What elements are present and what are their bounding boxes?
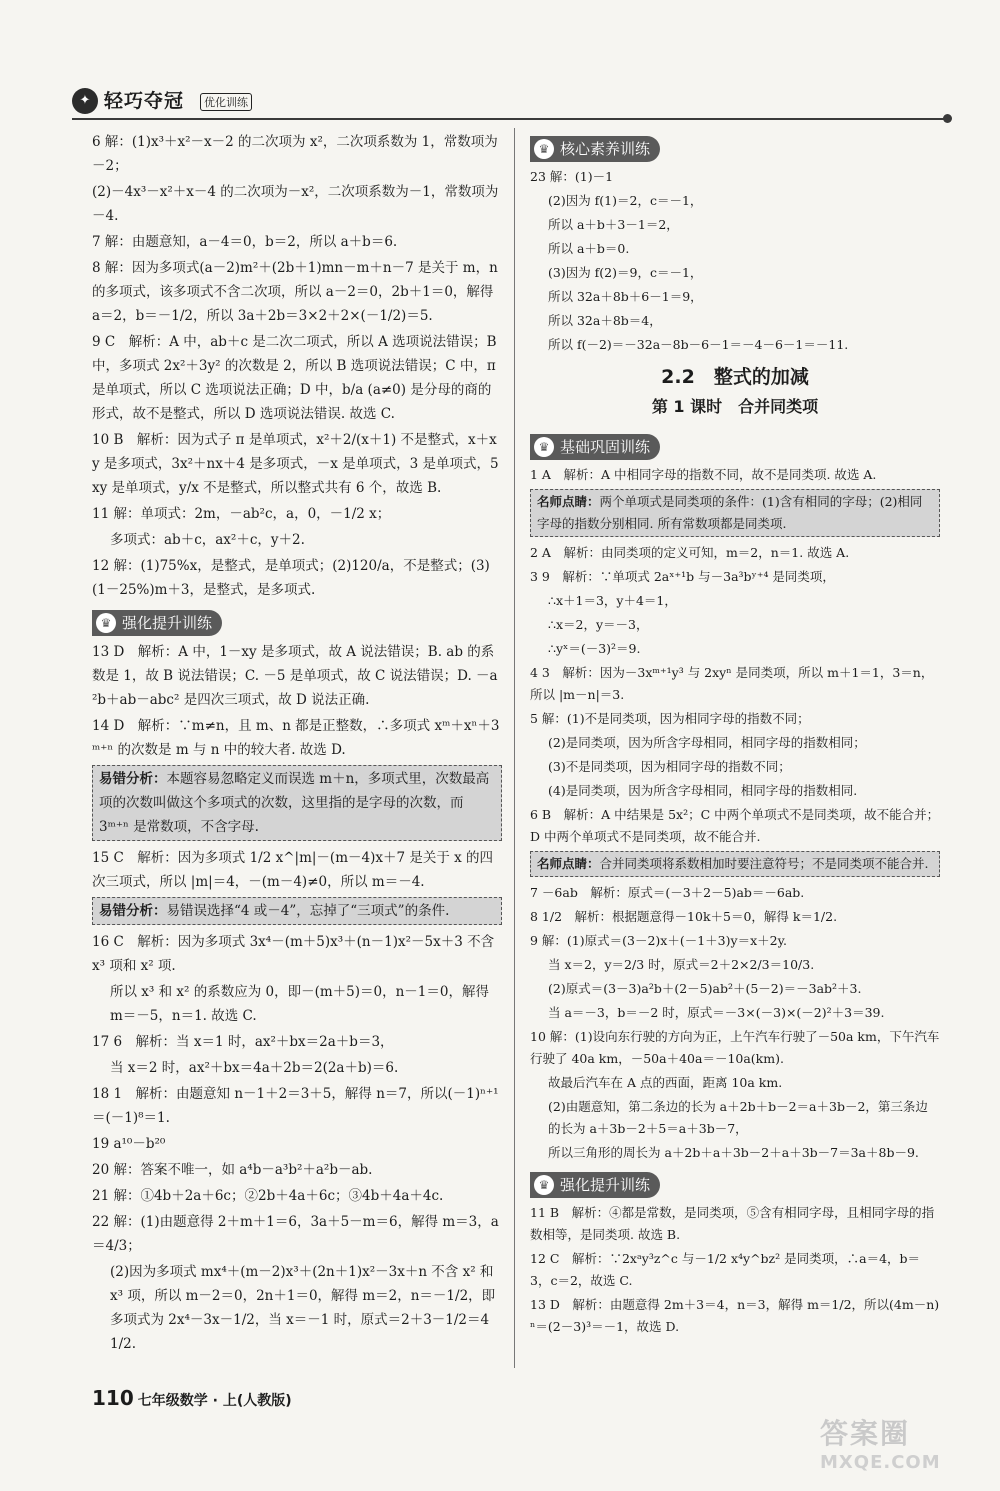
note-label: 易错分析： bbox=[99, 903, 167, 919]
page-footer bbox=[92, 1386, 292, 1410]
answer-19: 19 a¹⁰－b²⁰ bbox=[92, 1136, 166, 1152]
answer-13: 13 D 解析：A 中，1－xy 是多项式，故 A 说法错误；B. ab 的系数是 1，故 B 说法错误；C. －5 是单项式，故 C 说法错误；D. －a²b＋ab－abc² 是四次三项式，故 D 说法正确. bbox=[92, 644, 498, 708]
answer-r6: 6 B 解析：A 中结果是 5x²；C 中两个单项式不是同类项，故不能合并；D 中两个单项式不是同类项，故不能合并. bbox=[530, 807, 940, 844]
answer-r5a: 5 解：(1)不是同类项，因为相同字母的指数不同； bbox=[530, 711, 810, 726]
answer-17b: 当 x＝2 时，ax²＋bx＝4a＋2b＝2(2a＋b)＝6. bbox=[110, 1060, 399, 1076]
answer-14: 14 D 解析：∵m≠n，且 m、n 都是正整数，∴多项式 xᵐ＋xⁿ＋3ᵐ⁺ⁿ 的次数是 m 与 n 中的较大者. 故选 D. bbox=[92, 718, 500, 758]
footer-book-title: 七年级数学 · 上(人教版) bbox=[137, 1393, 292, 1409]
answer-10: 10 B 解析：因为式子 π 是单项式，x²＋2/(x＋1) 不是整式，x＋xy 是多项式，3x²＋nx＋4 是多项式，－x 是单项式，3 是单项式，5xy 是单项式，y/x 不是整式，所以整式共有 6 个，故选 B. bbox=[92, 432, 499, 496]
crown-icon: ♛ bbox=[534, 139, 554, 159]
right-column bbox=[530, 130, 940, 1340]
note-text: 本题容易忽略定义而误选 m＋n，多项式里，次数最高项的次数叫做这个多项式的次数，这里指的是字母的次数，而 3ᵐ⁺ⁿ 是常数项，不含字母. bbox=[99, 771, 490, 835]
answer-6b: (2)－4x³－x²＋x－4 的二次项为－x²，二次项系数为－1，常数项为－4. bbox=[92, 184, 499, 224]
answer-r10b: 故最后汽车在 A 点的西面，距离 10a km. bbox=[548, 1075, 783, 1090]
answer-r3a: 3 9 解析：∵单项式 2aˣ⁺¹b 与－3a³bʸ⁺⁴ 是同类项， bbox=[530, 569, 835, 584]
answer-18: 18 1 解析：由题意知 n－1＋2＝3＋5，解得 n＝7，所以(－1)ⁿ⁺¹＝(－1)⁸＝1. bbox=[92, 1086, 499, 1126]
section-core-header bbox=[530, 136, 660, 162]
answer-r9b: 当 x＝2，y＝2/3 时，原式＝2＋2×2/3＝10/3. bbox=[548, 957, 815, 972]
answer-r9d: 当 a＝－3，b＝－2 时，原式＝－3×(－3)×(－2)²＋3＝39. bbox=[548, 1005, 885, 1020]
section-title: 基础巩固训练 bbox=[560, 438, 651, 456]
answer-22b: (2)因为多项式 mx⁴＋(m－2)x³＋(2n＋1)x²－3x＋n 不含 x² 和 x³ 项，所以 m－2＝0，2n＋1＝0，解得 m＝2，n＝－1/2，即多项式为 2x⁴－3x－1/2，当 x＝－1 时，原式＝2＋3－1/2＝4 1/2. bbox=[110, 1264, 498, 1352]
header-rule-dot bbox=[943, 114, 952, 123]
answer-11a: 11 解：单项式：2m，－ab²c，a，0，－1/2 x； bbox=[92, 506, 391, 522]
lesson-title: 第 1 课时 合并同类项 bbox=[651, 397, 819, 416]
note-label: 名师点睛： bbox=[537, 856, 600, 871]
answer-r11: 11 B 解析：④都是常数，是同类项，⑤含有相同字母，且相同字母的指数相等，是同类项. 故选 B. bbox=[530, 1205, 935, 1242]
answer-r9c: (2)原式＝(3－3)a²b＋(2－5)ab²＋(5－2)＝－3ab²＋3. bbox=[548, 981, 862, 996]
answer-r2: 2 A 解析：由同类项的定义可知，m＝2，n＝1. 故选 A. bbox=[530, 545, 850, 560]
answer-23-1: 23 解：(1)－1 bbox=[530, 169, 614, 184]
answer-15: 15 C 解析：因为多项式 1/2 x^|m|－(m－4)x＋7 是关于 x 的四次三项式，所以 |m|＝4，－(m－4)≠0，所以 m＝－4. bbox=[92, 850, 494, 890]
answer-23-5: (3)因为 f(2)＝9，c＝－1， bbox=[548, 265, 703, 280]
answer-r9a: 9 解：(1)原式＝(3－2)x＋(－1＋3)y＝x＋2y. bbox=[530, 933, 787, 948]
answer-8: 8 解：因为多项式(a－2)m²＋(2b＋1)mn－m＋n－7 是关于 m，n 的多项式，该多项式不含二次项，所以 a－2＝0，2b＋1＝0，解得 a＝2，b＝－1/2，所以 3a＋2b＝3×2＋2×(－1/2)＝5. bbox=[92, 260, 503, 324]
answer-r3d: ∴yˣ＝(－3)²＝9. bbox=[548, 641, 641, 656]
section-basic-header bbox=[530, 434, 660, 460]
note-text: 易错误选择“4 或－4”，忘掉了“三项式”的条件. bbox=[166, 903, 450, 919]
answer-12: 12 解：(1)75%x，是整式，是单项式；(2)120/a，不是整式；(3)(1－25%)m＋3，是整式，是多项式. bbox=[92, 558, 490, 598]
section-title: 核心素养训练 bbox=[560, 140, 651, 158]
brand-subtitle: 优化训练 bbox=[200, 93, 252, 111]
page-number: 110 bbox=[92, 1386, 134, 1410]
crown-icon: ♛ bbox=[534, 437, 554, 457]
answer-22a: 22 解：(1)由题意得 2＋m＋1＝6，3a＋5－m＝6，解得 m＝3，a＝4/3； bbox=[92, 1214, 499, 1254]
answer-20: 20 解：答案不唯一，如 a⁴b－a³b²＋a²b－ab. bbox=[92, 1162, 373, 1178]
answer-23-4: 所以 a＋b＝0. bbox=[548, 241, 630, 256]
brand-name: 轻巧夺冠 bbox=[104, 90, 185, 112]
answer-7: 7 解：由题意知，a－4＝0，b＝2，所以 a＋b＝6. bbox=[92, 234, 398, 250]
section-strengthen-header-right bbox=[530, 1172, 660, 1198]
answer-r5b: (2)是同类项，因为所含字母相同，相同字母的指数相同； bbox=[548, 735, 866, 750]
answer-r3b: ∴x＋1＝3，y＋4＝1， bbox=[548, 593, 677, 608]
answer-r4: 4 3 解析：因为－3xᵐ⁺¹y³ 与 2xyⁿ 是同类项，所以 m＋1＝1，3＝n，所以 |m－n|＝3. bbox=[530, 665, 934, 702]
section-title-2-2: 2.2 整式的加减 bbox=[661, 366, 809, 388]
note-text: 合并同类项将系数相加时要注意符号；不是同类项不能合并. bbox=[599, 856, 929, 871]
column-divider bbox=[514, 128, 515, 1368]
answer-r12: 12 C 解析：∵2xᵃy³z^c 与－1/2 x⁴y^bz² 是同类项，∴a＝4，b＝3，c＝2，故选 C. bbox=[530, 1251, 921, 1288]
answer-r5d: (4)是同类项，因为所含字母相同，相同字母的指数相同. bbox=[548, 783, 858, 798]
teacher-tip-note-6 bbox=[530, 851, 940, 877]
note-label: 名师点睛： bbox=[537, 494, 600, 509]
header-rule bbox=[72, 118, 944, 120]
answer-17a: 17 6 解析：当 x＝1 时，ax²＋bx＝2a＋b＝3， bbox=[92, 1034, 394, 1050]
note-text: 两个单项式是同类项的条件：(1)含有相同的字母；(2)相同字母的指数分别相同. 所有常数项都是同类项. bbox=[537, 494, 923, 531]
answer-r3c: ∴x＝2，y＝－3， bbox=[548, 617, 649, 632]
answer-23-8: 所以 f(－2)＝－32a－8b－6－1＝－4－6－1＝－11. bbox=[548, 337, 849, 352]
brand-logo-icon: ✦ bbox=[72, 88, 98, 114]
answer-r1: 1 A 解析：A 中相同字母的指数不同，故不是同类项. 故选 A. bbox=[530, 467, 877, 482]
teacher-tip-note-1 bbox=[530, 489, 940, 537]
answer-6a: 6 解：(1)x³＋x²－x－2 的二次项为 x²，二次项系数为 1，常数项为－2； bbox=[92, 134, 498, 174]
answer-23-2: (2)因为 f(1)＝2，c＝－1， bbox=[548, 193, 703, 208]
crown-icon: ♛ bbox=[534, 1175, 554, 1195]
error-analysis-note-15 bbox=[92, 897, 502, 925]
answer-r10a: 10 解：(1)设向东行驶的方向为正，上午汽车行驶了－50a km，下午汽车行驶了 40a km，－50a＋40a＝－10a(km). bbox=[530, 1029, 940, 1066]
answer-r8: 8 1/2 解析：根据题意得－10k＋5＝0，解得 k＝1/2. bbox=[530, 909, 838, 924]
crown-icon: ♛ bbox=[96, 613, 116, 633]
answer-21: 21 解：①4b＋2a＋6c；②2b＋4a＋6c；③4b＋4a＋4c. bbox=[92, 1188, 444, 1204]
answer-r10d: 所以三角形的周长为 a＋2b＋a＋3b－2＋a＋3b－7＝3a＋8b－9. bbox=[548, 1145, 919, 1160]
error-analysis-note-14 bbox=[92, 765, 502, 841]
answer-r10c: (2)由题意知，第二条边的长为 a＋2b＋b－2＝a＋3b－2，第三条边的长为 a＋3b－2＋5＝a＋3b－7， bbox=[548, 1099, 928, 1136]
answer-23-6: 所以 32a＋8b＋6－1＝9， bbox=[548, 289, 703, 304]
section-strengthen-header bbox=[92, 610, 222, 636]
section-title: 强化提升训练 bbox=[560, 1176, 651, 1194]
section-title: 强化提升训练 bbox=[122, 614, 213, 632]
note-label: 易错分析： bbox=[99, 771, 167, 787]
answer-r7: 7 －6ab 解析：原式＝(－3＋2－5)ab＝－6ab. bbox=[530, 885, 805, 900]
answer-11b: 多项式：ab＋c，ax²＋c，y＋2. bbox=[110, 532, 305, 548]
left-column bbox=[92, 130, 502, 1358]
answer-16b: 所以 x³ 和 x² 的系数应为 0，即－(m＋5)＝0，n－1＝0，解得 m＝－5，n＝1. 故选 C. bbox=[110, 984, 494, 1024]
answer-r5c: (3)不是同类项，因为相同字母的指数不同； bbox=[548, 759, 791, 774]
answer-r13: 13 D 解析：由题意得 2m＋3＝4，n＝3，解得 m＝1/2，所以(4m－n)ⁿ＝(2－3)³＝－1，故选 D. bbox=[530, 1297, 940, 1334]
watermark-domain: MXQE.COM bbox=[820, 1452, 941, 1473]
watermark bbox=[820, 1412, 970, 1486]
watermark-text: 答案圈 bbox=[820, 1417, 911, 1450]
answer-9: 9 C 解析：A 中，ab＋c 是二次二项式，所以 A 选项说法错误；B 中，多项式 2x²＋3y² 的次数是 2，所以 B 选项说法错误；C 中，π 是单项式，所以 C 选项说法正确；D 中，b/a (a≠0) 是分母的商的形式，故不是整式，所以 D 选项说法错误. 故选 C. bbox=[92, 334, 501, 422]
answer-23-3: 所以 a＋b＋3－1＝2， bbox=[548, 217, 679, 232]
page-header bbox=[72, 82, 952, 122]
answer-23-7: 所以 32a＋8b＝4， bbox=[548, 313, 662, 328]
answer-16a: 16 C 解析：因为多项式 3x⁴－(m＋5)x³＋(n－1)x²－5x＋3 不含 x³ 项和 x² 项. bbox=[92, 934, 499, 974]
